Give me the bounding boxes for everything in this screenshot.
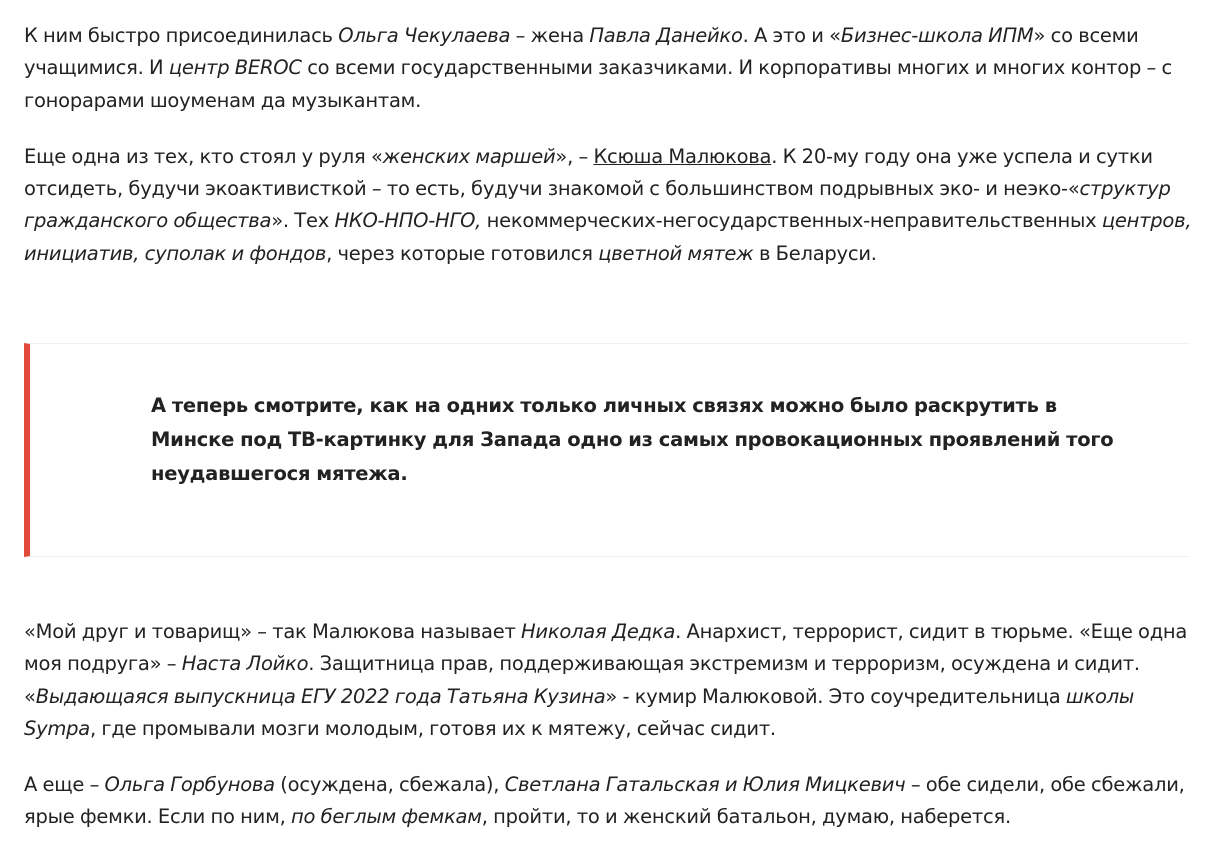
text-span: – обе сидели, обе сбежали, ярые фемки. Если по ним,: [24, 773, 1185, 829]
text-span: А еще –: [24, 773, 105, 797]
italic-name: Светлана Гатальская и Юлия Мицкевич: [504, 773, 906, 797]
text-span: «Мой друг и товарищ» – так Малюкова называет: [24, 620, 521, 643]
italic-phrase: структур гражданского общества: [24, 177, 1171, 233]
italic-phrase: женских маршей: [382, 144, 556, 168]
italic-phrase: по беглым фемкам: [290, 805, 482, 829]
paragraph-4: [24, 769, 1194, 834]
italic-name: Бизнес-школа ИПМ: [840, 24, 1034, 47]
text-span: К ним быстро присоединилась: [24, 24, 339, 47]
text-span: со всеми государственными заказчиками. И корпоративы многих и многих контор – с гонорарами шоуменам да музыкантам.: [24, 56, 1172, 112]
text-span: , пройти, то и женский батальон, думаю, наберется.: [481, 805, 1011, 829]
italic-name: Ольга Горбунова: [104, 773, 275, 797]
blockquote-text: А теперь смотрите, как на одних только личных связях можно было раскрутить в Минске под ТВ-картинку для Запада одно из самых провокационных проявлений того неудавшегося мятежа.: [151, 394, 1114, 485]
text-span: (осуждена, сбежала),: [274, 773, 505, 797]
paragraph-2: [24, 141, 1194, 270]
text-span: . Защитница прав, поддерживающая экстремизм и терроризм, осуждена и сидит. «: [24, 652, 1140, 708]
text-span: », –: [555, 144, 594, 168]
italic-name: центр BEROC: [168, 56, 302, 80]
italic-name: Павла Данейко: [589, 24, 743, 47]
text-span: » - кумир Малюковой. Это соучредительница: [605, 684, 1066, 708]
italic-name: Николая Дедка: [521, 620, 676, 643]
italic-phrase: цветной мятеж: [598, 241, 754, 265]
text-span: , через которые готовился: [326, 241, 599, 265]
italic-phrase: центров, инициатив, суполак и фондов: [24, 209, 1192, 265]
text-span: . Анархист, террорист, сидит в тюрьме. «Еще одна моя подруга» –: [24, 620, 1188, 676]
text-span: в Беларуси.: [753, 241, 877, 265]
italic-name: Наста Лойко: [181, 652, 309, 676]
italic-name: школы Sympa: [24, 684, 1135, 740]
italic-name: Выдающаяся выпускница ЕГУ 2022 года Татьяна Кузина: [35, 684, 606, 708]
text-span: Еще одна из тех, кто стоял у руля «: [24, 144, 383, 168]
paragraph-3: [24, 616, 1194, 745]
text-span: . К 20-му году она уже успела и сутки отсидеть, будучи экоактивисткой – то есть, будучи знакомой с большинством подрывных эко- и неэко-«: [24, 144, 1153, 201]
italic-phrase: НКО-НПО-НГО,: [334, 209, 482, 233]
text-span: » со всеми учащимися. И: [24, 24, 1139, 80]
blockquote: [24, 343, 1190, 557]
text-span: – жена: [510, 24, 590, 47]
article-body-bottom: [24, 616, 1194, 834]
paragraph-1: [24, 20, 1194, 117]
italic-name: Ольга Чекулаева: [338, 24, 511, 47]
text-span: некоммерческих-негосударственных-неправительственных: [481, 209, 1102, 233]
text-span: ». Тех: [271, 209, 335, 233]
article-body-top: [24, 20, 1194, 270]
text-span: . А это и «: [742, 24, 841, 47]
text-span: , где промывали мозги молодым, готовя их к мятежу, сейчас сидит.: [90, 716, 776, 740]
profile-link[interactable]: Ксюша Малюкова: [593, 144, 772, 168]
